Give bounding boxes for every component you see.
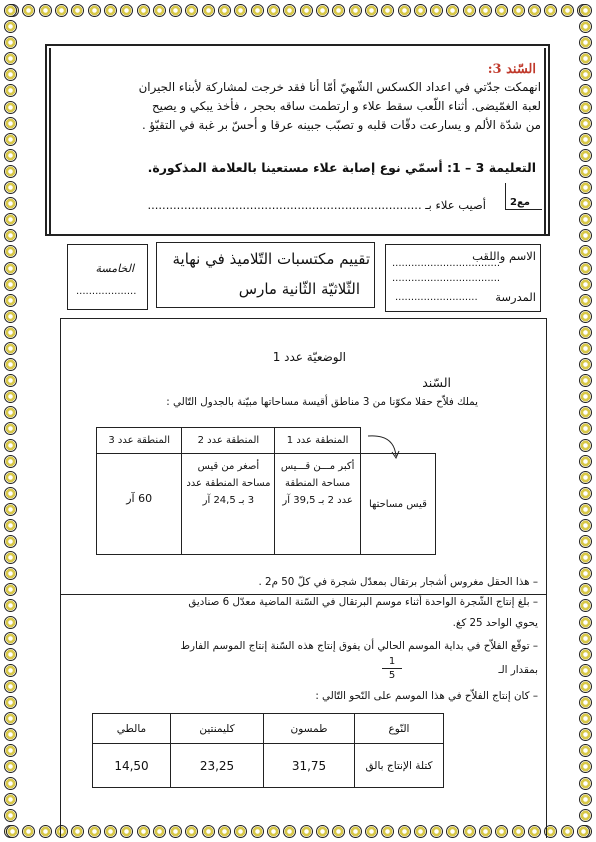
- area-cell-1-line-3: عدد 2 بـ 39,5 آر: [282, 495, 353, 506]
- prod-row-label: [355, 744, 444, 788]
- area-cell-1-line-1: أكبر مـــن قـــيس: [280, 461, 355, 472]
- chain-link-icon: [579, 278, 592, 291]
- chain-link-icon: [349, 4, 362, 17]
- chain-link-icon: [4, 213, 17, 226]
- chain-link-icon: [381, 4, 394, 17]
- chain-link-icon: [579, 390, 592, 403]
- chain-link-icon: [4, 616, 17, 629]
- chain-link-icon: [579, 455, 592, 468]
- prod-header-1: [264, 714, 355, 744]
- sanad3-title: السّند 3:: [487, 62, 536, 77]
- chain-link-icon: [4, 535, 17, 548]
- chain-link-icon: [579, 4, 592, 17]
- chain-link-icon: [446, 4, 459, 17]
- area-cell-1-line-2: مساحة المنطقة: [284, 478, 351, 489]
- score-box: [505, 183, 542, 210]
- chain-link-icon: [579, 133, 592, 146]
- chain-link-icon: [4, 342, 17, 355]
- chain-link-icon: [71, 4, 84, 17]
- chain-link-icon: [4, 744, 17, 757]
- school-label: المدرسة: [495, 290, 536, 304]
- chain-link-icon: [579, 503, 592, 516]
- chain-link-icon: [4, 133, 17, 146]
- chain-link-icon: [579, 68, 592, 81]
- curved-arrow-icon: [366, 432, 406, 462]
- fraction: [382, 656, 402, 681]
- school-dots[interactable]: ..........................: [395, 292, 478, 303]
- chain-link-icon: [579, 406, 592, 419]
- chain-link-icon: [4, 52, 17, 65]
- prod-header-type: [355, 714, 444, 744]
- chain-link-icon: [463, 4, 476, 17]
- chain-link-icon: [579, 213, 592, 226]
- chain-link-icon: [579, 471, 592, 484]
- chain-link-icon: [4, 20, 17, 33]
- chain-link-icon: [4, 68, 17, 81]
- chain-link-icon: [398, 4, 411, 17]
- chain-link-icon: [4, 310, 17, 323]
- chain-link-icon: [4, 455, 17, 468]
- chain-link-icon: [120, 4, 133, 17]
- chain-link-icon: [4, 519, 17, 532]
- sanad3-line-3: من شدّة الألم و يسارعت دقّات قلبه و تصبّب جبينه عرقا و أحسّ بر غبة في التقيّؤ .: [141, 118, 541, 132]
- production-table: [92, 713, 444, 788]
- chain-link-icon: [4, 728, 17, 741]
- prod-header-1-text: طمسون: [290, 722, 328, 735]
- chain-link-icon: [22, 4, 35, 17]
- chain-link-icon: [579, 760, 592, 773]
- area-row-label: [360, 454, 435, 555]
- area-header-1: [275, 428, 360, 454]
- chain-link-icon: [4, 712, 17, 725]
- chain-link-icon: [4, 680, 17, 693]
- chain-link-icon: [4, 664, 17, 677]
- situation-sanad: السّند: [422, 375, 451, 390]
- chain-link-icon: [283, 4, 296, 17]
- chain-link-icon: [4, 648, 17, 661]
- fraction-bar: [382, 668, 402, 669]
- chain-link-icon: [4, 326, 17, 339]
- area-header-3-text: المنطقة عدد 3: [108, 435, 170, 446]
- chain-link-icon: [218, 4, 231, 17]
- chain-link-icon: [4, 149, 17, 162]
- chain-link-icon: [579, 310, 592, 323]
- chain-link-icon: [4, 760, 17, 773]
- name-dots[interactable]: ..................................: [392, 258, 501, 269]
- situation-title: الوضعيّة عدد 1: [272, 350, 346, 364]
- chain-link-icon: [267, 4, 280, 17]
- chain-link-icon: [4, 777, 17, 790]
- chain-link-icon: [153, 4, 166, 17]
- chain-link-icon: [4, 197, 17, 210]
- chain-link-icon: [4, 84, 17, 97]
- prod-header-3: [93, 714, 171, 744]
- bullet-1: – هذا الحقل مغروس أشجار برتقال بمعدّل شجرة في كلّ 50 م2 .: [258, 576, 538, 588]
- bullet-2-cont: يحوي الواحد 25 كغ.: [452, 617, 538, 629]
- chain-link-icon: [579, 487, 592, 500]
- chain-link-icon: [4, 551, 17, 564]
- chain-link-icon: [579, 616, 592, 629]
- chain-link-icon: [577, 825, 590, 838]
- chain-link-icon: [579, 326, 592, 339]
- fraction-denominator: 5: [388, 670, 396, 681]
- chain-link-icon: [579, 648, 592, 661]
- chain-link-icon: [4, 229, 17, 242]
- chain-link-icon: [316, 4, 329, 17]
- chain-link-icon: [512, 4, 525, 17]
- chain-link-icon: [495, 4, 508, 17]
- chain-link-icon: [39, 4, 52, 17]
- chain-link-icon: [251, 4, 264, 17]
- chain-link-icon: [4, 696, 17, 709]
- chain-link-icon: [88, 4, 101, 17]
- chain-link-icon: [169, 4, 182, 17]
- chain-link-icon: [561, 825, 574, 838]
- chain-link-icon: [4, 4, 17, 17]
- chain-link-icon: [579, 696, 592, 709]
- chain-link-icon: [4, 36, 17, 49]
- area-cell-3: [97, 454, 182, 555]
- area-cell-2-line-1: أصغر من قيس: [197, 461, 260, 472]
- prod-value-1-text: 31,75: [291, 758, 327, 773]
- chain-link-icon: [4, 406, 17, 419]
- chain-link-icon: [300, 4, 313, 17]
- border-chain-left: [4, 4, 17, 838]
- header-title-line-2: الثّلاثيّة الثّانية مارس: [238, 280, 360, 298]
- chain-link-icon: [332, 4, 345, 17]
- chain-link-icon: [579, 680, 592, 693]
- chain-link-icon: [234, 4, 247, 17]
- chain-link-icon: [579, 374, 592, 387]
- prod-row-label-text: كتلة الإنتاج بالق: [365, 759, 433, 772]
- chain-link-icon: [579, 567, 592, 580]
- chain-link-icon: [579, 342, 592, 355]
- header-grade-box: [67, 244, 148, 310]
- chain-link-icon: [579, 181, 592, 194]
- chain-link-icon: [430, 4, 443, 17]
- chain-link-icon: [137, 4, 150, 17]
- chain-link-icon: [579, 439, 592, 452]
- header-title-line-1: تقييم مكتسبات التّلاميذ في نهاية: [172, 250, 370, 268]
- chain-link-icon: [4, 567, 17, 580]
- area-header-2-text: المنطقة عدد 2: [197, 435, 260, 446]
- area-row-label-text: قيس مساحتها: [368, 498, 427, 510]
- chain-link-icon: [479, 4, 492, 17]
- score-label: مع2: [510, 197, 530, 208]
- border-chain-right: [579, 4, 592, 838]
- chain-link-icon: [561, 4, 574, 17]
- prod-header-2: [171, 714, 264, 744]
- chain-link-icon: [4, 165, 17, 178]
- chain-link-icon: [579, 535, 592, 548]
- chain-link-icon: [579, 262, 592, 275]
- chain-link-icon: [579, 52, 592, 65]
- chain-link-icon: [4, 439, 17, 452]
- chain-link-icon: [55, 4, 68, 17]
- prod-header-3-text: مالطي: [116, 722, 147, 735]
- chain-link-icon: [4, 503, 17, 516]
- area-cell-2-line-3: 3 بـ 24,5 آر: [202, 495, 255, 506]
- chain-link-icon: [579, 809, 592, 822]
- bullet-4: – كان إنتاج الفلاّح في هذا الموسم على النّحو التّالي :: [315, 690, 538, 702]
- chain-link-icon: [202, 4, 215, 17]
- area-cell-1: [275, 454, 360, 555]
- chain-link-icon: [579, 744, 592, 757]
- sanad3-line-1: انهمكت جدّتي في اعداد الكسكس الشّهيّ أمّا أنا فقد خرجت لمشاركة لأبناء الجيران: [138, 80, 541, 94]
- chain-link-icon: [544, 4, 557, 17]
- grade-label: الخامسة: [95, 262, 134, 275]
- chain-link-icon: [579, 165, 592, 178]
- prod-header-2-text: كليمنتين: [199, 722, 235, 735]
- area-header-2: [182, 428, 275, 454]
- chain-link-icon: [4, 374, 17, 387]
- chain-link-icon: [4, 358, 17, 371]
- prod-value-1: [264, 744, 355, 788]
- prod-value-3: [93, 744, 171, 788]
- chain-link-icon: [579, 777, 592, 790]
- chain-link-icon: [4, 262, 17, 275]
- chain-link-icon: [579, 117, 592, 130]
- situation-intro: يملك فلاّح حقلا مكوّنا من 3 مناطق أقيسة مساحاتها مبيّنة بالجدول التّالي :: [166, 396, 478, 408]
- area-cell-2: [182, 454, 275, 555]
- chain-link-icon: [185, 4, 198, 17]
- chain-link-icon: [579, 599, 592, 612]
- chain-link-icon: [579, 728, 592, 741]
- area-header-1-text: المنطقة عدد 1: [286, 435, 349, 446]
- bullet-3: – توقّع الفلاّح في بداية الموسم الحالي أن يفوق إنتاج هذه السّنة إنتاج الموسم الفارط: [180, 640, 538, 652]
- prod-value-2: [171, 744, 264, 788]
- chain-link-icon: [579, 245, 592, 258]
- chain-link-icon: [579, 84, 592, 97]
- chain-link-icon: [4, 390, 17, 403]
- chain-link-icon: [6, 825, 19, 838]
- chain-link-icon: [4, 599, 17, 612]
- chain-link-icon: [104, 4, 117, 17]
- chain-link-icon: [4, 422, 17, 435]
- sanad3-line-2: لعبة الغمّيضى. أثناء اللّعب سقط علاء و ارتطمت ساقه بحجر ، فأخذ يبكي و يصيح: [151, 99, 541, 113]
- bullet-3-cont: بمقدار الـ: [498, 664, 538, 676]
- chain-link-icon: [579, 197, 592, 210]
- chain-link-icon: [579, 36, 592, 49]
- chain-link-icon: [4, 101, 17, 114]
- chain-link-icon: [22, 825, 35, 838]
- chain-link-icon: [579, 229, 592, 242]
- sanad3-instruction: التعليمة 3 – 1: أسمّي نوع إصابة علاء مستعينا بالعلامة المذكورة.: [147, 160, 536, 175]
- chain-link-icon: [579, 20, 592, 33]
- chain-link-icon: [39, 825, 52, 838]
- chain-link-icon: [579, 664, 592, 677]
- chain-link-icon: [4, 181, 17, 194]
- chain-link-icon: [4, 245, 17, 258]
- chain-link-icon: [4, 294, 17, 307]
- chain-link-icon: [4, 471, 17, 484]
- chain-link-icon: [414, 4, 427, 17]
- chain-link-icon: [4, 117, 17, 130]
- bullet-2: – بلغ إنتاج الشّجرة الواحدة أثناء موسم البرتقال في السّنة الماضية معدّل 6 صناديق: [188, 596, 538, 608]
- chain-link-icon: [579, 149, 592, 162]
- chain-link-icon: [579, 793, 592, 806]
- chain-link-icon: [579, 551, 592, 564]
- chain-link-icon: [579, 422, 592, 435]
- chain-link-icon: [4, 583, 17, 596]
- separator-line: [60, 594, 547, 595]
- chain-link-icon: [4, 487, 17, 500]
- chain-link-icon: [579, 294, 592, 307]
- prod-header-type-text: النّوع: [388, 722, 410, 735]
- grade-dots[interactable]: ...................: [76, 286, 137, 297]
- chain-link-icon: [528, 4, 541, 17]
- chain-link-icon: [4, 809, 17, 822]
- sanad3-answer-prompt[interactable]: أصيب علاء بـ ...........................................................................: [147, 198, 486, 212]
- chain-link-icon: [4, 278, 17, 291]
- name-dots-2[interactable]: ..................................: [392, 273, 501, 284]
- chain-link-icon: [579, 583, 592, 596]
- area-cell-2-line-2: مساحة المنطقة عدد: [186, 478, 271, 489]
- area-header-3: [97, 428, 182, 454]
- border-chain-top: [6, 4, 590, 17]
- prod-value-2-text: 23,25: [199, 758, 235, 773]
- fraction-numerator: 1: [388, 656, 396, 667]
- chain-link-icon: [4, 632, 17, 645]
- chain-link-icon: [579, 101, 592, 114]
- chain-link-icon: [579, 519, 592, 532]
- chain-link-icon: [579, 632, 592, 645]
- area-cell-3-text: 60 آر: [126, 492, 153, 505]
- chain-link-icon: [365, 4, 378, 17]
- name-label: الاسم واللقب: [472, 249, 536, 263]
- chain-link-icon: [4, 793, 17, 806]
- prod-value-3-text: 14,50: [114, 758, 149, 773]
- chain-link-icon: [579, 712, 592, 725]
- chain-link-icon: [579, 358, 592, 371]
